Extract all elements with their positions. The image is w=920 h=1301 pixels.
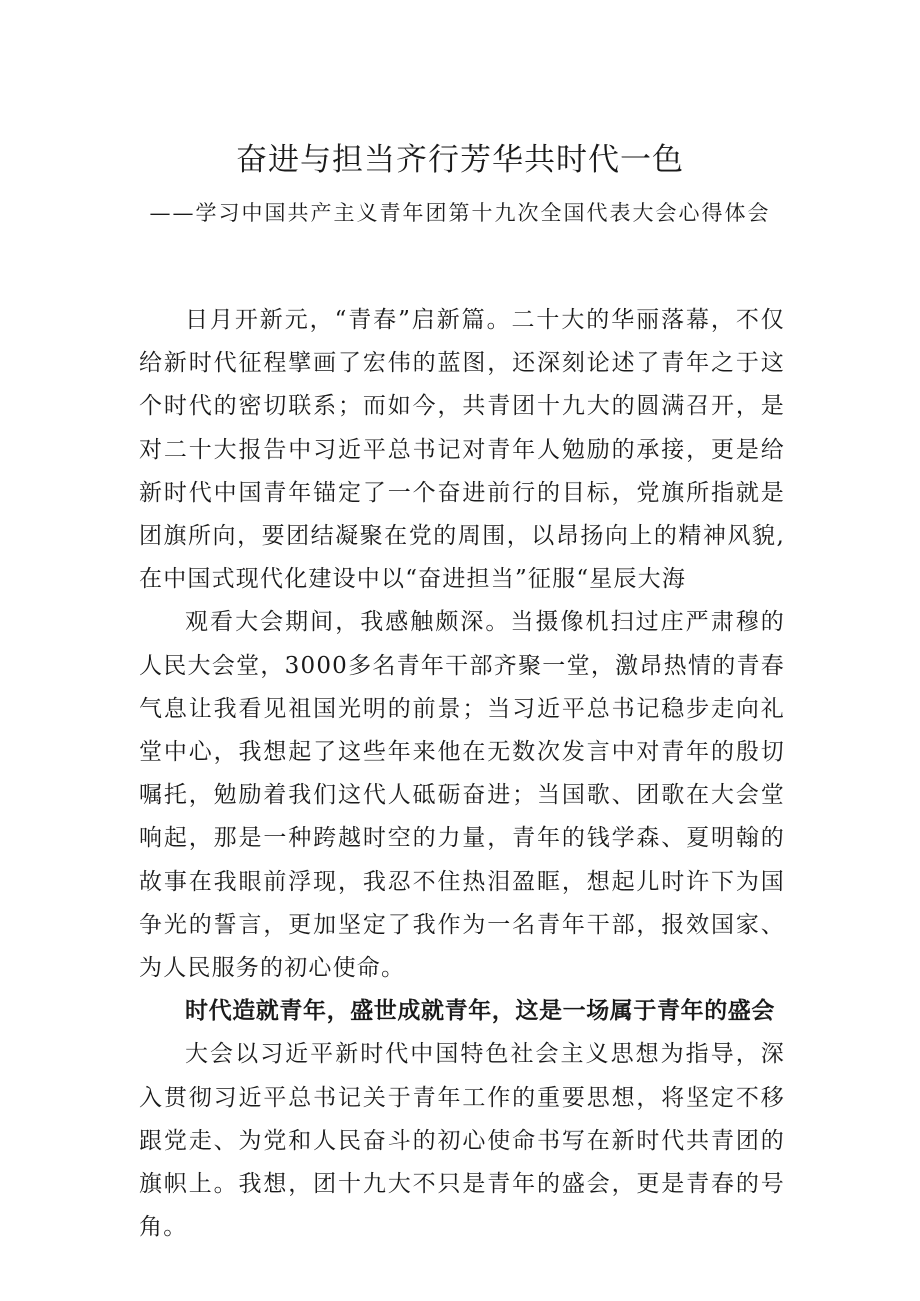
section-heading: 时代造就青年，盛世成就青年，这是一场属于青年的盛会 <box>185 998 775 1025</box>
paragraph-viewing: 观看大会期间，我感触颇深。当摄像机扫过庄严肃穆的人民大会堂，3000多名青年干部齐聚一堂，激昂热情的青春气息让我看见祖国光明的前景；当习近平总书记稳步走向礼堂中心，我想起了这些年来他在无数次发言中对青年的殷切嘱托，勉励着我们这代人砥砺奋进；当国歌、团歌在大会堂响起，那是一种跨越时空的力量，青年的钱学森、夏明翰的故事在我眼前浮现，我忍不住热泪盈眶，想起儿时许下为国争光的誓言，更加坚定了我作为一名青年干部，报效国家、为人民服务的初心使命。 <box>139 609 785 982</box>
paragraph-section: 大会以习近平新时代中国特色社会主义思想为指导，深入贯彻习近平总书记关于青年工作的重要思想，将坚定不移跟党走、为党和人民奋斗的初心使命书写在新时代共青团的旗帜上。我想，团十九大不只是青年的盛会，更是青春的号角。 <box>139 1041 785 1241</box>
document-body <box>139 299 785 1249</box>
paragraph-opening: 日月开新元，“青春”启新篇。二十大的华丽落幕，不仅给新时代征程擘画了宏伟的蓝图，还深刻论述了青年之于这个时代的密切联系；而如今，共青团十九大的圆满召开，是对二十大报告中习近平总书记对青年人勉励的承接，更是给新时代中国青年锚定了一个奋进前行的目标，党旗所指就是团旗所向，要团结凝聚在党的周围，以昂扬向上的精神风貌,在中国式现代化建设中以“奋进担当”征服“星辰大海 <box>139 307 785 593</box>
document-title: 奋进与担当齐行芳华共时代一色 <box>236 142 684 178</box>
document-subtitle: ——学习中国共产主义青年团第十九次全国代表大会心得体会 <box>149 201 771 225</box>
